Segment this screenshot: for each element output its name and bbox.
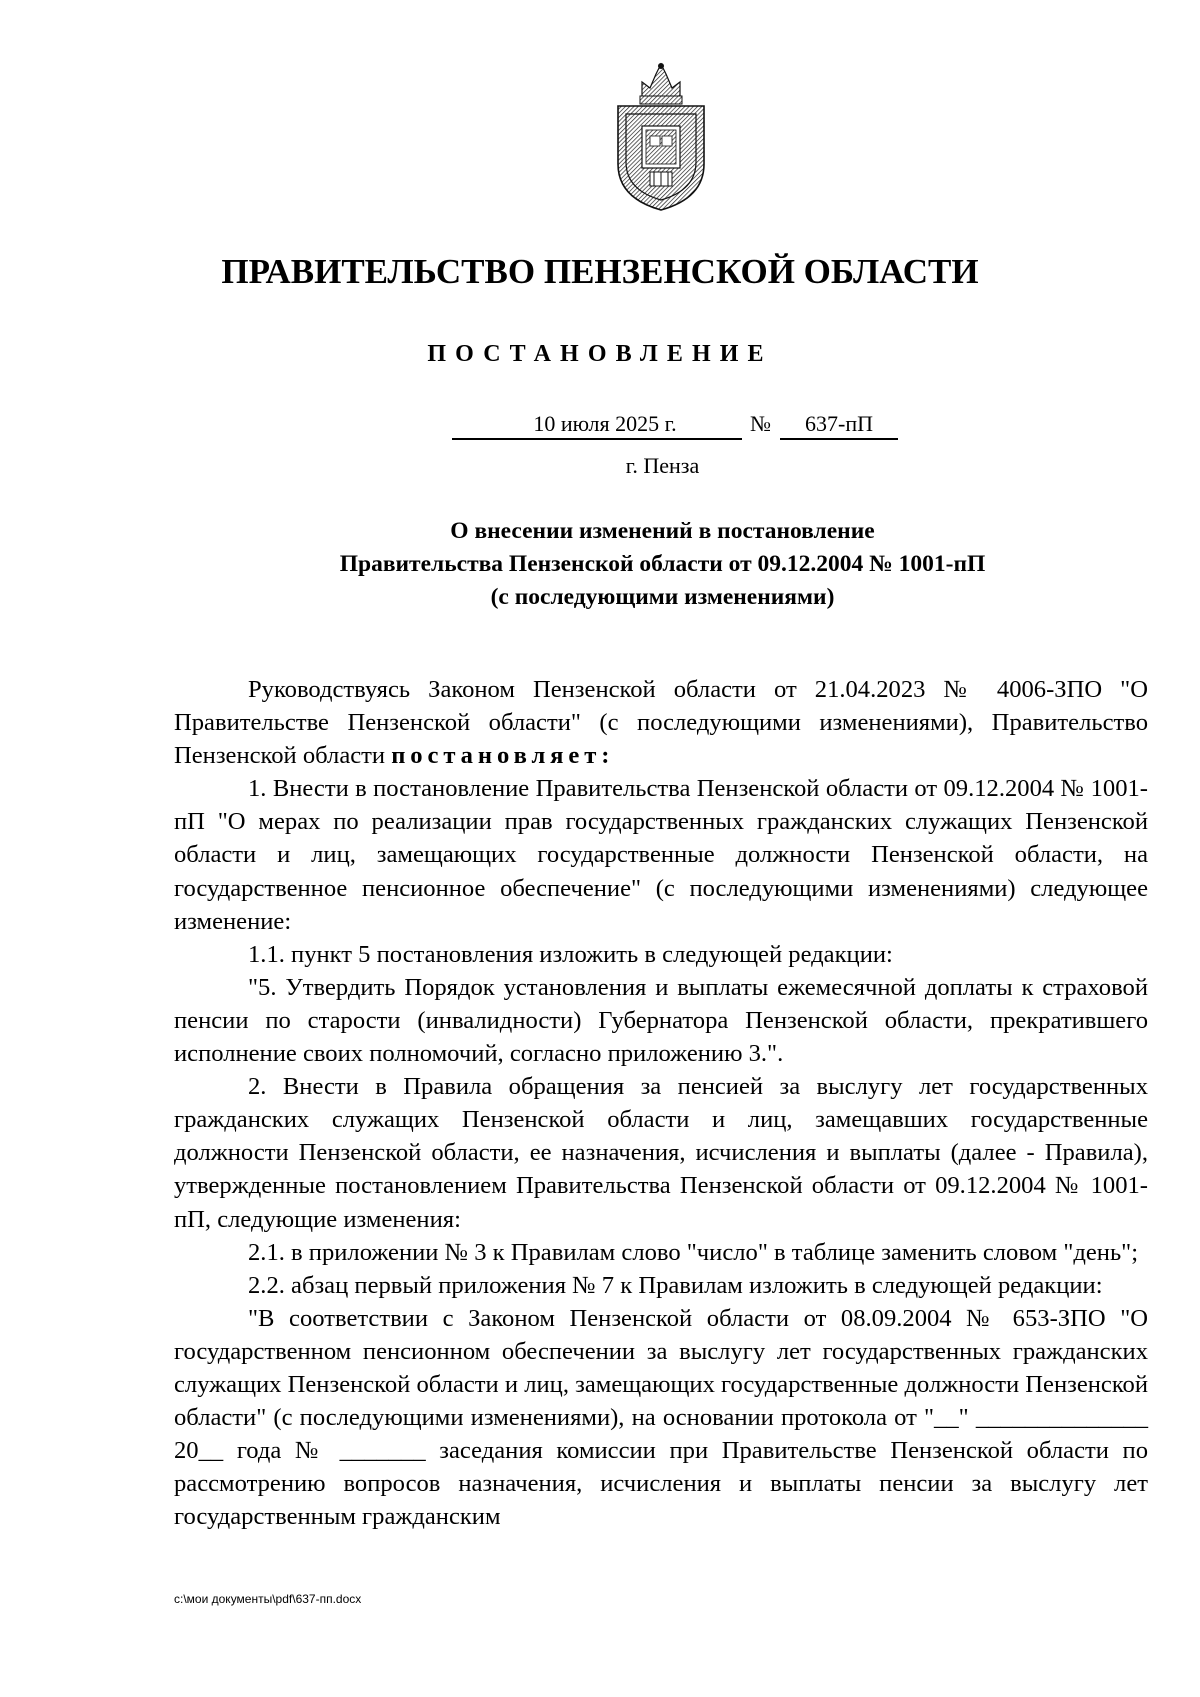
file-path-footer: c:\мои документы\pdf\637-пп.docx bbox=[174, 1592, 362, 1606]
resolves-keyword: постановляет: bbox=[391, 742, 615, 770]
body-paragraph-1: 1. Внести в постановление Правительства Пензенской области от 09.12.2004 № 1001-пП "О мерах по реализации прав государственных гражданских служащих Пензенской области и лиц, замещающих государственные должности Пензенской области, на государственное пенсионное обеспечение" (с последующими изменениями) следующее изменение: bbox=[174, 775, 1148, 935]
body-paragraph-2: 2. Внести в Правила обращения за пенсией за выслугу лет государственных гражданских служащих Пензенской области и лиц, замещавших государственные должности Пензенской области, ее назначения, исчисления и выплаты (далее - Правила), утвержденные постановлением Правительства Пензенской области от 09.12.2004 № 1001-пП, следующие изменения: bbox=[174, 1073, 1148, 1233]
document-body bbox=[174, 673, 1148, 1533]
body-paragraph-1-1: 1.1. пункт 5 постановления изложить в следующей редакции: bbox=[248, 940, 893, 968]
preamble-text: Руководствуясь Законом Пензенской области от 21.04.2023 № 4006-ЗПО "О Правительстве Пензенской области" (с последующими изменениями), Правительство Пензенской области bbox=[174, 676, 1148, 770]
body-paragraph-preamble bbox=[174, 673, 1148, 772]
document-subject bbox=[0, 515, 1200, 614]
subject-line-2: Правительства Пензенской области от 09.12.2004 № 1001-пП bbox=[339, 551, 986, 577]
body-paragraph-quote-annex: "В соответствии с Законом Пензенской области от 08.09.2004 № 653-ЗПО "О государственном пенсионном обеспечении за выслугу лет государственных гражданских служащих Пензенской области и лиц, замещающих государственные должности Пензенской области" (с последующими изменениями), на основании протокола от "__" ______________ 20__ года № _______ заседания комиссии при Правительстве Пензенской области по рассмотрению вопросов назначения, исчисления и выплаты пенсии за выслугу лет государственным гражданским bbox=[174, 1304, 1148, 1531]
body-paragraph-quote-5: "5. Утвердить Порядок установления и выплаты ежемесячной доплаты к страховой пенсии по старости (инвалидности) Губернатора Пензенской области, прекратившего исполнение своих полномочий, согласно приложению 3.". bbox=[174, 973, 1148, 1068]
number-sign: № bbox=[750, 411, 771, 436]
document-date: 10 июля 2025 г. bbox=[452, 410, 742, 440]
body-paragraph-2-2: 2.2. абзац первый приложения № 7 к Правилам изложить в следующей редакции: bbox=[248, 1271, 1103, 1299]
body-paragraph-2-1: 2.1. в приложении № 3 к Правилам слово "число" в таблице заменить словом "день"; bbox=[248, 1238, 1139, 1266]
city: г. Пенза bbox=[625, 453, 700, 478]
subject-line-3: (с последующими изменениями) bbox=[490, 584, 835, 610]
document-type: ПОСТАНОВЛЕНИЕ bbox=[427, 341, 773, 367]
subject-line-1: О внесении изменений в постановление bbox=[450, 518, 875, 544]
document-number: 637-пП bbox=[780, 410, 898, 440]
coat-of-arms-emblem bbox=[612, 60, 710, 212]
government-title: ПРАВИТЕЛЬСТВО ПЕНЗЕНСКОЙ ОБЛАСТИ bbox=[221, 252, 979, 291]
